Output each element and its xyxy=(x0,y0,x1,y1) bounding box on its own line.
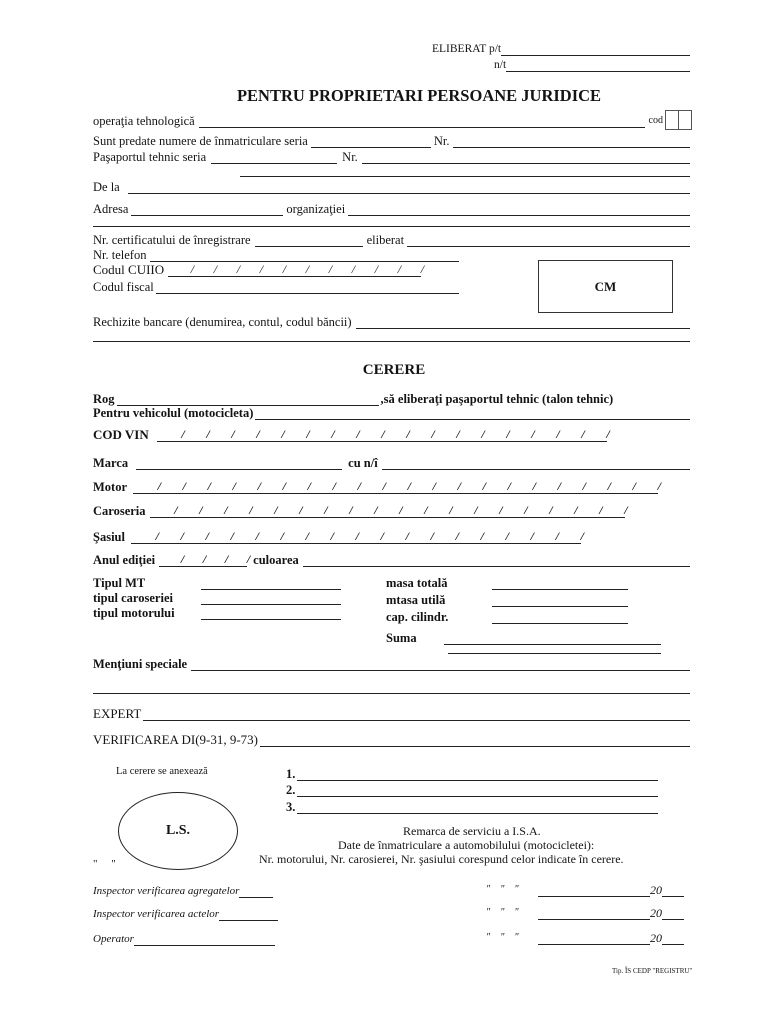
nr-certificat-row xyxy=(93,233,690,247)
blank-line-2 xyxy=(93,226,690,227)
nr-telefon-row xyxy=(93,248,459,262)
adresa-row xyxy=(93,202,690,216)
de-la-field[interactable] xyxy=(128,181,690,194)
sunt-predate-row xyxy=(93,134,690,148)
date-3-quotes: " " " xyxy=(486,932,519,943)
masa-utila-field[interactable] xyxy=(492,594,628,607)
sasiul-row xyxy=(93,530,581,544)
codul-cuiio-label: Codul CUIIO xyxy=(93,262,165,277)
codul-fiscal-label: Codul fiscal xyxy=(93,280,154,294)
eliberat-nt-label: n/t xyxy=(494,59,507,71)
sasiul-label: Şasiul xyxy=(93,530,125,544)
signature-3-label: Operator xyxy=(93,933,134,945)
eliberat-nt-row xyxy=(494,58,690,72)
suma-row xyxy=(386,624,661,645)
date-1-field[interactable] xyxy=(538,884,650,897)
masa-totala-row xyxy=(386,576,628,590)
caroseria-row xyxy=(93,504,625,518)
rechizite-label: Rechizite bancare (denumirea, contul, codul băncii) xyxy=(93,315,352,329)
anexa-label: La cerere se anexează xyxy=(116,766,208,777)
remarca-line-3: Nr. motorului, Nr. carosierei, Nr. şasiului corespund celor indicate în cerere. xyxy=(259,852,624,866)
page-title: PENTRU PROPRIETARI PERSOANE JURIDICE xyxy=(236,86,602,105)
motor-cells[interactable] xyxy=(133,480,658,494)
operatia-row xyxy=(93,114,663,128)
nr-telefon-label: Nr. telefon xyxy=(93,248,147,262)
cod-vin-row xyxy=(93,428,607,442)
date-3-field[interactable] xyxy=(538,932,650,945)
codul-cuiio-row xyxy=(93,263,421,277)
cap-cilindr-row xyxy=(386,610,628,624)
pentru-vehicul-field[interactable] xyxy=(255,407,690,420)
suma-line-2 xyxy=(448,653,661,654)
date-3-year-field[interactable] xyxy=(662,932,684,945)
masa-utila-label: mtasa utilă xyxy=(386,593,446,607)
anexa-item-2-field[interactable] xyxy=(297,784,658,797)
stamp-quotes: " " xyxy=(93,858,116,870)
suma-label: Suma xyxy=(386,631,417,645)
masa-utila-row xyxy=(386,593,628,607)
eliberat-pt-field[interactable] xyxy=(501,43,690,56)
cap-cilindr-label: cap. cilindr. xyxy=(386,610,449,624)
date-2-year-field[interactable] xyxy=(662,907,684,920)
tipul-mt-label: Tipul MT xyxy=(93,576,146,590)
nr-field[interactable] xyxy=(453,135,690,148)
caroseria-cells[interactable] xyxy=(150,504,625,518)
de-la-row xyxy=(93,180,690,194)
eliberat-label: eliberat xyxy=(366,233,405,247)
anexa-item-3 xyxy=(286,800,658,814)
rechizite-field[interactable] xyxy=(356,316,690,329)
tipul-caroseriei-row xyxy=(93,591,341,605)
blank-line-1 xyxy=(240,176,690,177)
de-la-label: De la xyxy=(93,180,120,194)
operatia-label: operaţia tehnologică xyxy=(93,114,195,128)
verificarea-field[interactable] xyxy=(260,734,690,747)
marca-field[interactable] xyxy=(136,457,342,470)
date-2-quotes: " " " xyxy=(486,907,519,918)
expert-field[interactable] xyxy=(143,708,690,721)
verificarea-row xyxy=(93,733,690,747)
blank-line-3 xyxy=(93,341,690,342)
nr-label: Nr. xyxy=(433,134,450,148)
remarca-line-1: Remarca de serviciu a I.S.A. xyxy=(403,824,541,838)
eliberat-nt-field[interactable] xyxy=(506,59,690,72)
eliberat-field[interactable] xyxy=(407,234,690,247)
adresa-label: Adresa xyxy=(93,202,129,216)
rechizite-row xyxy=(93,315,690,329)
tipul-mt-row xyxy=(93,576,341,590)
date-2-year: 20 xyxy=(650,906,662,920)
nr-certificat-label: Nr. certificatului de înregistrare xyxy=(93,233,251,247)
tipul-motorului-field[interactable] xyxy=(201,607,341,620)
sasiul-cells[interactable] xyxy=(131,530,581,544)
signature-2-label: Inspector verificarea actelor xyxy=(93,908,220,920)
signature-3-field[interactable] xyxy=(134,933,275,946)
rog-label: Rog xyxy=(93,392,115,406)
remarca-line-2: Date de înmatriculare a automobilului (motocicletei): xyxy=(338,838,595,852)
cu-nt-field[interactable] xyxy=(382,457,690,470)
adresa-field[interactable] xyxy=(131,203,283,216)
signature-1-field[interactable] xyxy=(239,885,273,898)
cod-label: cod xyxy=(648,115,663,126)
cod-box[interactable] xyxy=(665,110,692,130)
signature-row-1 xyxy=(93,884,273,898)
date-1-quotes: " " " xyxy=(486,884,519,895)
pasaport-nr-field[interactable] xyxy=(362,151,690,164)
culoarea-label: culoarea xyxy=(253,553,299,567)
date-row-1 xyxy=(486,883,684,897)
printer-footer: Tip. ÎS CEDP "REGISTRU" xyxy=(612,967,693,975)
verificarea-label: VERIFICAREA DI(9-31, 9-73) xyxy=(93,732,259,747)
date-1-year: 20 xyxy=(650,883,662,897)
sunt-predate-label: Sunt predate numere de înmatriculare seria xyxy=(93,134,308,148)
anul-cells[interactable] xyxy=(159,553,247,567)
nr2-label: Nr. xyxy=(342,150,358,164)
cod-vin-label: COD VIN xyxy=(93,427,149,442)
mentiuni-label: Menţiuni speciale xyxy=(93,657,188,671)
nr-certificat-field[interactable] xyxy=(255,234,363,247)
anul-editiei-label: Anul ediţiei xyxy=(93,553,156,567)
motor-row xyxy=(93,480,658,494)
anexa-item-1 xyxy=(286,767,658,781)
pentru-vehicul-row xyxy=(93,406,690,420)
eliberat-pt-label: ELIBERAT p/t xyxy=(432,43,502,55)
tipul-motorului-label: tipul motorului xyxy=(93,606,175,620)
sa-eliberati-label: ,să eliberaţi paşaportul tehnic (talon tehnic) xyxy=(380,392,614,406)
anexa-item-3-label: 3. xyxy=(286,800,296,814)
anexa-item-2-label: 2. xyxy=(286,783,296,797)
nr-telefon-field[interactable] xyxy=(150,249,459,262)
mentiuni-line-2 xyxy=(93,693,690,694)
operatia-field[interactable] xyxy=(199,115,645,128)
signature-row-2 xyxy=(93,907,278,921)
rog-field[interactable] xyxy=(117,393,379,406)
caroseria-label: Caroseria xyxy=(93,504,146,518)
pasaport-label: Paşaportul tehnic seria xyxy=(93,150,207,164)
pasaport-row xyxy=(93,150,690,164)
eliberat-pt-row xyxy=(432,42,690,56)
anexa-item-1-field[interactable] xyxy=(297,768,658,781)
suma-field[interactable] xyxy=(444,632,661,645)
marca-label: Marca xyxy=(93,456,129,470)
marca-row xyxy=(93,456,690,470)
date-2-field[interactable] xyxy=(538,907,650,920)
codul-fiscal-row xyxy=(93,280,459,294)
ls-stamp: L.S. xyxy=(118,792,238,870)
culoarea-field[interactable] xyxy=(303,554,690,567)
pentru-vehicul-label: Pentru vehicolul (motocicleta) xyxy=(93,406,254,420)
signature-2-field[interactable] xyxy=(219,908,278,921)
tipul-motorului-row xyxy=(93,606,341,620)
tipul-caroseriei-label: tipul caroseriei xyxy=(93,591,173,605)
cod-vin-cells[interactable] xyxy=(157,428,607,442)
codul-fiscal-field[interactable] xyxy=(156,281,459,294)
expert-row xyxy=(93,707,690,721)
anexa-item-3-field[interactable] xyxy=(297,801,658,814)
expert-label: EXPERT xyxy=(93,706,142,721)
anexa-item-2 xyxy=(286,783,658,797)
signature-1-label: Inspector verificarea agregatelor xyxy=(93,885,240,897)
date-3-year: 20 xyxy=(650,931,662,945)
tipul-mt-field[interactable] xyxy=(201,577,341,590)
codul-cuiio-cells[interactable] xyxy=(168,263,421,277)
masa-totala-field[interactable] xyxy=(492,577,628,590)
anexa-item-1-label: 1. xyxy=(286,767,296,781)
mentiuni-row xyxy=(93,657,690,671)
masa-totala-label: masa totală xyxy=(386,576,448,590)
anul-row xyxy=(93,553,690,567)
signature-row-3 xyxy=(93,932,275,946)
date-row-3 xyxy=(486,931,684,945)
anexa-label-row xyxy=(116,765,208,779)
cm-box[interactable]: CM xyxy=(538,260,673,313)
mentiuni-field[interactable] xyxy=(191,658,690,671)
cap-cilindr-field[interactable] xyxy=(492,611,628,624)
motor-label: Motor xyxy=(93,480,128,494)
organizatiei-label: organizaţiei xyxy=(286,202,346,216)
organizatiei-field[interactable] xyxy=(348,203,690,216)
date-1-year-field[interactable] xyxy=(662,884,684,897)
pasaport-seria-field[interactable] xyxy=(211,151,337,164)
seria-field[interactable] xyxy=(311,135,431,148)
tipul-caroseriei-field[interactable] xyxy=(201,592,341,605)
date-row-2 xyxy=(486,906,684,920)
cu-nt-label: cu n/î xyxy=(348,456,378,470)
rog-row xyxy=(93,392,690,406)
cerere-title: CERERE xyxy=(362,362,426,378)
